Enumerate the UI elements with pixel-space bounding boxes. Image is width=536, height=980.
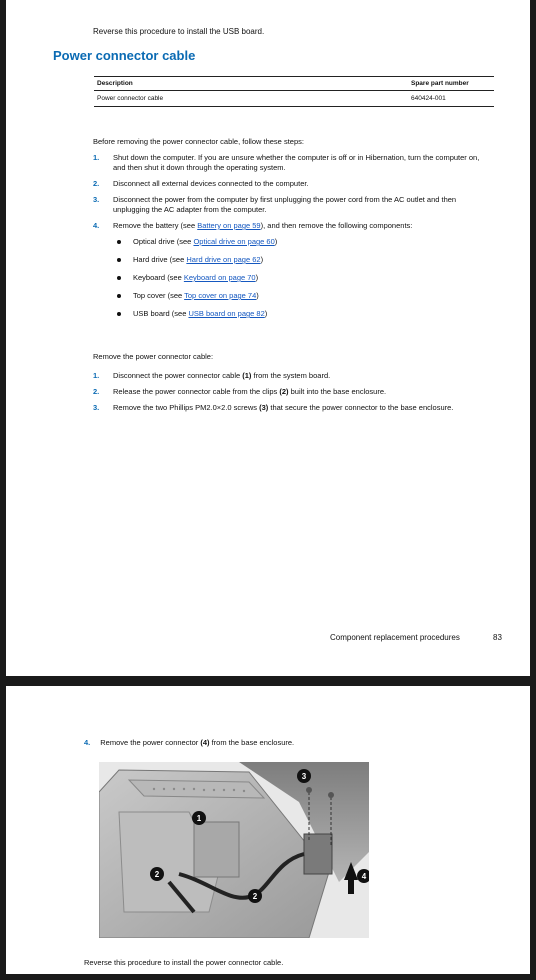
component-text: Keyboard (see xyxy=(133,273,184,282)
page-number: 83 xyxy=(493,633,502,642)
keyboard-link[interactable]: Keyboard on page 70 xyxy=(183,273,256,282)
component-text: Top cover (see xyxy=(133,291,185,300)
svg-text:4: 4 xyxy=(361,872,367,881)
step-text: from the base enclosure. xyxy=(209,738,295,747)
callout-1 xyxy=(192,811,206,825)
intro-text: Reverse this procedure to install the USB board. xyxy=(93,27,265,36)
svg-text:1: 1 xyxy=(196,814,202,823)
callout-ref: (1) xyxy=(242,371,252,380)
remove-step xyxy=(93,403,488,413)
bullet-icon xyxy=(117,312,121,316)
bullet-icon xyxy=(117,276,121,280)
prep-step xyxy=(93,195,488,215)
hard-drive-link[interactable]: Hard drive on page 62 xyxy=(186,255,261,264)
remove-text: Remove the power connector cable: xyxy=(93,352,214,361)
step-text: built into the base enclosure. xyxy=(288,387,387,396)
illustration-svg xyxy=(99,762,369,938)
svg-text:2: 2 xyxy=(252,892,258,901)
callout-ref: (2) xyxy=(279,387,289,396)
step-text: Disconnect the power connector cable xyxy=(113,371,243,380)
callout-2b xyxy=(248,889,262,903)
step-number: 3. xyxy=(93,195,100,204)
remove-step xyxy=(93,387,488,397)
list-item xyxy=(113,273,488,283)
remove-step xyxy=(93,371,488,381)
component-text: ) xyxy=(274,237,278,246)
step-text: Release the power connector cable from the clips xyxy=(113,387,280,396)
step-number: 2. xyxy=(93,179,100,188)
step-text: Disconnect the power from the computer by first unplugging the power cord from the AC outlet and then unplugging the AC adapter from the computer. xyxy=(113,195,457,214)
svg-text:2: 2 xyxy=(154,870,160,879)
step-number: 1. xyxy=(93,153,100,162)
table-cell-description: Power connector cable xyxy=(94,91,408,107)
step-text: Remove the battery (see xyxy=(113,221,198,230)
component-text: ) xyxy=(255,273,259,282)
component-text: ) xyxy=(256,291,259,300)
step-text: Remove the power connector xyxy=(100,738,201,747)
page-83 xyxy=(6,0,530,676)
bullet-icon xyxy=(117,294,121,298)
section-title: Power connector cable xyxy=(53,48,196,63)
component-text: Hard drive (see xyxy=(133,255,187,264)
callout-ref: (3) xyxy=(259,403,269,412)
component-text: ) xyxy=(264,309,268,318)
step-number: 4. xyxy=(93,221,100,230)
table-cell-part-number: 640424-001 xyxy=(408,91,494,107)
components-list xyxy=(113,237,488,319)
top-cover-link[interactable]: Top cover on page 74 xyxy=(184,291,257,300)
optical-drive-link[interactable]: Optical drive on page 60 xyxy=(193,237,275,246)
usb-board-link[interactable]: USB board on page 82 xyxy=(188,309,265,318)
table-header-spare-part: Spare part number xyxy=(408,77,494,91)
table-header-row xyxy=(94,77,494,91)
list-item xyxy=(113,309,488,319)
list-item xyxy=(113,291,488,301)
final-step xyxy=(84,738,294,747)
step-number: 4. xyxy=(84,738,91,747)
battery-link[interactable]: Battery on page 59 xyxy=(197,221,261,230)
step-number: 3. xyxy=(93,403,100,412)
before-text: Before removing the power connector cable, follow these steps: xyxy=(93,137,304,146)
component-text: Optical drive (see xyxy=(133,237,194,246)
step-number: 1. xyxy=(93,371,100,380)
reverse-procedure-text: Reverse this procedure to install the power connector cable. xyxy=(84,958,284,967)
step-text: ), and then remove the following components: xyxy=(260,221,413,230)
bullet-icon xyxy=(117,240,121,244)
table-row xyxy=(94,91,494,107)
prep-steps-list xyxy=(93,153,488,327)
prep-step xyxy=(93,153,488,173)
bullet-icon xyxy=(117,258,121,262)
footer-section-label: Component replacement procedures xyxy=(330,633,460,642)
step-number: 2. xyxy=(93,387,100,396)
callout-ref: (4) xyxy=(200,738,210,747)
list-item xyxy=(113,237,488,247)
step-text: Disconnect all external devices connected to the computer. xyxy=(113,179,309,188)
step-text: that secure the power connector to the base enclosure. xyxy=(268,403,454,412)
prep-step xyxy=(93,221,488,319)
step-text: from the system board. xyxy=(251,371,331,380)
power-connector-illustration xyxy=(99,762,369,938)
step-text: Remove the two Phillips PM2.0×2.0 screws xyxy=(113,403,260,412)
callout-2a xyxy=(150,867,164,881)
component-text: USB board (see xyxy=(133,309,189,318)
step-text: Shut down the computer. If you are unsure whether the computer is off or in Hibernation, turn the computer on, and then shut it down through the operating system. xyxy=(113,153,480,172)
component-text: ) xyxy=(260,255,264,264)
callout-3 xyxy=(297,769,311,783)
svg-text:3: 3 xyxy=(301,772,307,781)
remove-steps-list xyxy=(93,371,488,419)
spare-parts-table xyxy=(94,76,494,107)
prep-step xyxy=(93,179,488,189)
list-item xyxy=(113,255,488,265)
table-header-description: Description xyxy=(94,77,408,91)
page-84 xyxy=(6,686,530,974)
